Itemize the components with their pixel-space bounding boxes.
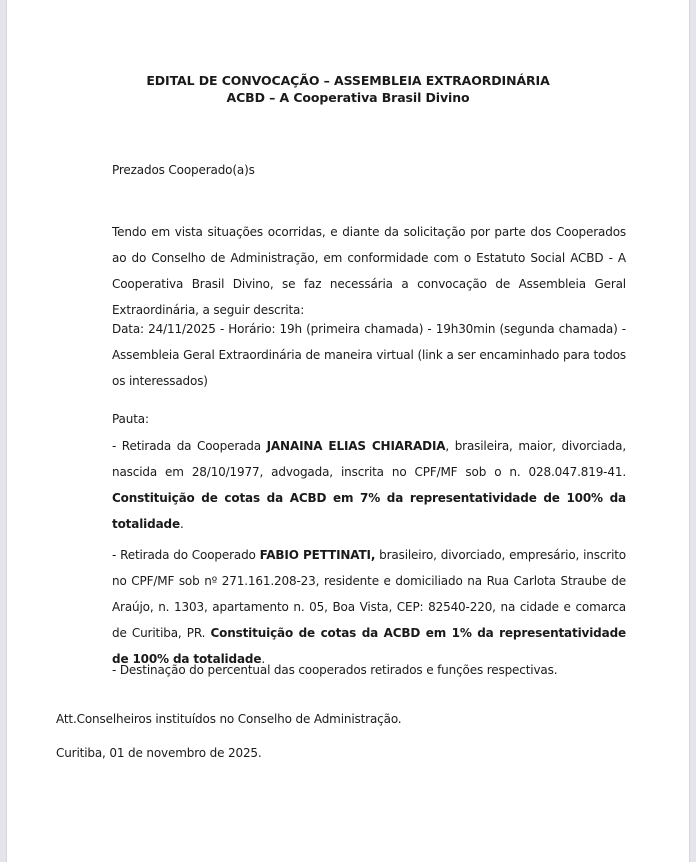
item1-details: , brasileira, maior, divorciada, nascida em 28/10/1977, advogada, inscrita no CPF/MF sob o n. 028.047.819-41. bbox=[112, 439, 626, 479]
item2-name: FABIO PETTINATI, bbox=[259, 548, 376, 562]
pauta-label: Pauta: bbox=[112, 412, 149, 426]
agenda-item-1 bbox=[112, 433, 626, 537]
closing-date: Curitiba, 01 de novembro de 2025. bbox=[56, 746, 262, 760]
date-paragraph: Data: 24/11/2025 - Horário: 19h (primeira chamada) - 19h30min (segunda chamada) - Assembleia Geral Extraordinária de maneira virtual (link a ser encaminhado para todos os interessados) bbox=[112, 322, 626, 388]
closing-signature: Att.Conselheiros instituídos no Conselho de Administração. bbox=[56, 712, 402, 726]
item1-constitution: Constituição de cotas da ACBD em 7% da representatividade de 100% da totalidade bbox=[112, 491, 626, 531]
intro-paragraph: Tendo em vista situações ocorridas, e diante da solicitação por parte dos Cooperados ao do Conselho de Administração, em conformidade com o Estatuto Social ACBD - A Cooperativa Brasil Divino, se faz necessária a convocação de Assembleia Geral Extraordinária, a seguir descrita: bbox=[112, 225, 626, 317]
item1-name: JANAINA ELIAS CHIARADIA bbox=[266, 439, 446, 453]
document-page bbox=[6, 0, 690, 862]
item2-constitution: Constituição de cotas da ACBD em 1% da representatividade de 100% da totalidade bbox=[112, 626, 626, 666]
item1-suffix: . bbox=[179, 517, 184, 531]
item2-prefix: - Retirada do Cooperado bbox=[112, 548, 260, 562]
agenda-item-2 bbox=[112, 542, 626, 672]
title-line-1: EDITAL DE CONVOCAÇÃO – ASSEMBLEIA EXTRAORDINÁRIA bbox=[146, 73, 550, 88]
item2-suffix: . bbox=[261, 652, 266, 666]
greeting: Prezados Cooperado(a)s bbox=[112, 163, 255, 177]
item2-details: brasileiro, divorciado, empresário, inscrito no CPF/MF sob nº 271.161.208-23, residente e domiciliado na Rua Carlota Straube de Araújo, n. 1303, apartamento n. 05, Boa Vista, CEP: 82540-220, na cidade e comarca de Curitiba, PR. bbox=[112, 548, 626, 640]
agenda-item-3: - Destinação do percentual das cooperados retirados e funções respectivas. bbox=[112, 663, 558, 677]
item1-prefix: - Retirada da Cooperada bbox=[112, 439, 267, 453]
document-title bbox=[7, 72, 689, 106]
title-line-2: ACBD – A Cooperativa Brasil Divino bbox=[226, 90, 470, 105]
